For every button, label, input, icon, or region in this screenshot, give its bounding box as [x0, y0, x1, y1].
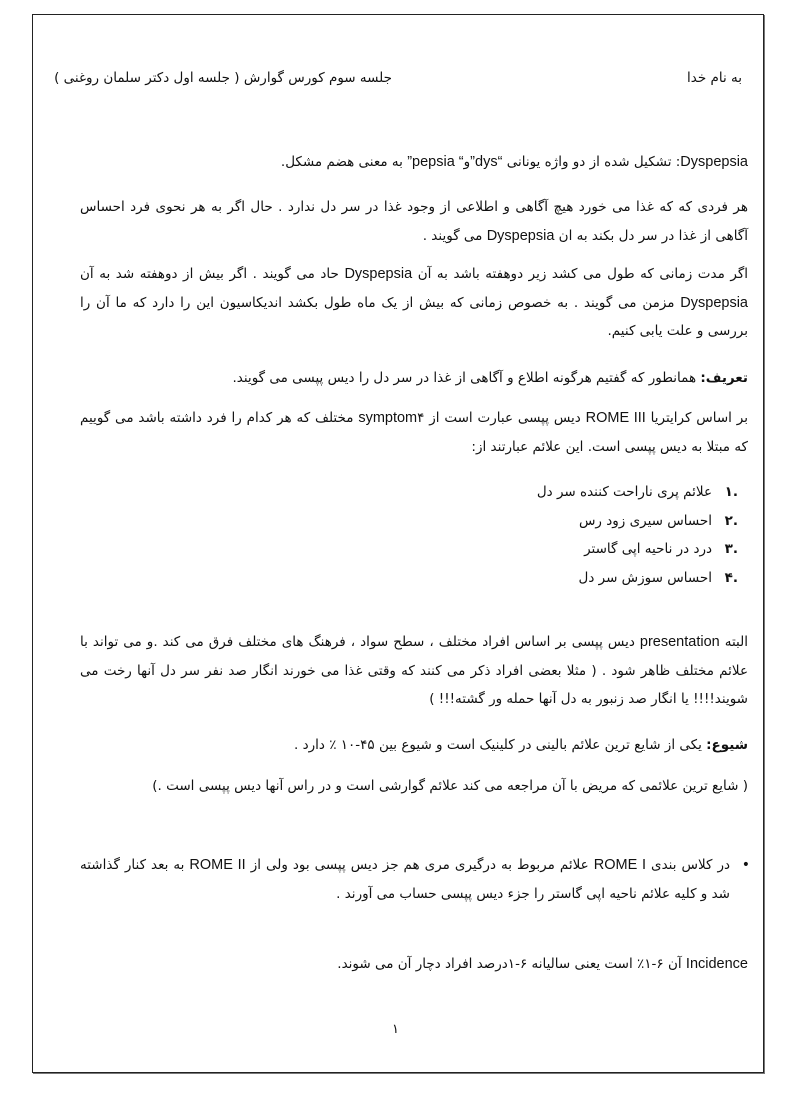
intro-text-b: به معنی هضم مشکل.	[280, 154, 408, 170]
term-dys: ”dys“	[470, 154, 503, 170]
list-number: .۱	[724, 484, 738, 500]
symptom-term: symptom	[358, 410, 418, 426]
list-text: علائم پری ناراحت کننده سر دل	[536, 484, 712, 500]
rome3-term: ROME III	[585, 410, 646, 426]
term-pepsia: ”pepsia “	[407, 154, 464, 170]
rome1-term: ROME I	[593, 857, 647, 873]
incidence-text: آن ۶-۱٪ است یعنی سالیانه ۶-۱درصد افراد دچار آن می شوند.	[337, 956, 686, 972]
list-number: .۴	[724, 569, 738, 586]
list-item	[480, 564, 738, 593]
intro-paragraph	[80, 148, 748, 177]
presentation-text-b: دیس پپسی بر اساس افراد مختلف ، سطح سواد ، فرهنگ های مختلف فرق می کند .و می تواند با علائم مختلف ظاهر شود . ( مثلا بعضی افراد ذکر می کنند که وقتی غذا می خورند انگار صد نفر سر دل آنها رخت می شویند!!!! یا انگار صد زنبور به دل آنها حمله ور گشته!!! )	[80, 634, 748, 707]
prevalence-text: یکی از شایع ترین علائم بالینی در کلینیک است و شیوع بین ۴۵-۱۰ ٪ دارد .	[294, 737, 707, 753]
rome-text-c: مختلف که هر کدام را فرد داشته باشد می گوییم که مبتلا به دیس پپسی است. این علائم عبارتند از:	[80, 410, 748, 455]
para1-term: Dyspepsia	[486, 227, 555, 244]
header-bismillah: به نام خدا	[687, 70, 742, 86]
bullet-text-c: به بعد کنار گذاشته شد و کلیه علائم ناحیه اپی گاستر را جزء دیس پپسی حساب می آورند .	[80, 857, 730, 902]
prevalence-label: شیوع:	[706, 737, 748, 753]
awareness-paragraph	[80, 193, 748, 250]
para2-text-b: حاد می گویند . اگر بیش از دوهفته شد به آن	[80, 266, 345, 282]
incidence-paragraph	[80, 950, 748, 979]
bullet-icon: •	[741, 857, 750, 873]
list-item	[480, 507, 738, 536]
presentation-paragraph	[80, 628, 748, 714]
definition-label: تعریف:	[700, 370, 748, 386]
incidence-term: Incidence	[685, 956, 748, 972]
para2-text-a: اگر مدت زمانی که طول می کشد زیر دوهفته باشد به آن	[412, 266, 749, 282]
para1-text-b: می گویند .	[422, 227, 487, 244]
common-symptom-note: ( شایع ترین علائمی که مریض با آن مراجعه می کند علائم گوارشی است و در راس آنها دیس پپسی است .)	[152, 778, 748, 794]
symptoms-list	[480, 478, 738, 592]
list-number: .۳	[724, 541, 738, 557]
list-text: احساس سیری زود رس	[578, 512, 712, 529]
page-number: ۱	[392, 1022, 399, 1037]
presentation-text-a: البته	[719, 634, 748, 650]
rome2-term: ROME II	[189, 857, 246, 873]
para1-text-a: هر فردی که که غذا می خورد هیچ آگاهی و اطلاعی از وجود غذا در سر دل ندارد . حال اگر به هر نحوی فرد احساس آگاهی از غذا در سر دل بکند به ان	[80, 199, 748, 244]
definition-paragraph	[80, 364, 748, 393]
para2-term1: Dyspepsia	[344, 266, 413, 282]
para2-term2: Dyspepsia	[680, 294, 748, 311]
prevalence-paragraph	[80, 731, 748, 760]
intro-text-a: : تشکیل شده از دو واژه یونانی	[502, 154, 681, 170]
para2-text-c: مزمن می گویند . به خصوص زمانی که بیش از یک ماه طول بکشد اندیکاسیون این را دارد که ما آن را بررسی و علت یابی کنیم.	[80, 294, 748, 339]
intro-conj: و	[463, 154, 471, 170]
list-item	[480, 535, 738, 564]
rome-classification-bullet	[80, 851, 750, 908]
rome-text-b: دیس پپسی عبارت است از ۴	[417, 410, 586, 426]
bullet-text-b: علائم مربوط به درگیری مری هم جز دیس پپسی بود ولی از	[245, 857, 594, 873]
definition-text: همانطور که گفتیم هرگونه اطلاع و آگاهی از غذا در سر دل را دیس پپسی می گویند.	[232, 370, 701, 386]
rome-criteria-paragraph	[80, 404, 748, 461]
list-text: درد در ناحیه اپی گاستر	[584, 541, 712, 557]
bullet-text-a: در کلاس بندی	[646, 857, 731, 873]
rome-text-a: بر اساس کرایتریا	[645, 410, 748, 426]
list-number: .۲	[724, 512, 738, 529]
list-item	[480, 478, 738, 507]
term-dyspepsia: Dyspepsia	[680, 154, 748, 170]
header-session-title: جلسه سوم کورس گوارش ( جلسه اول دکتر سلمان روغنی )	[54, 70, 392, 86]
duration-paragraph	[80, 260, 748, 346]
list-text: احساس سوزش سر دل	[578, 569, 712, 586]
presentation-term: presentation	[639, 634, 720, 650]
